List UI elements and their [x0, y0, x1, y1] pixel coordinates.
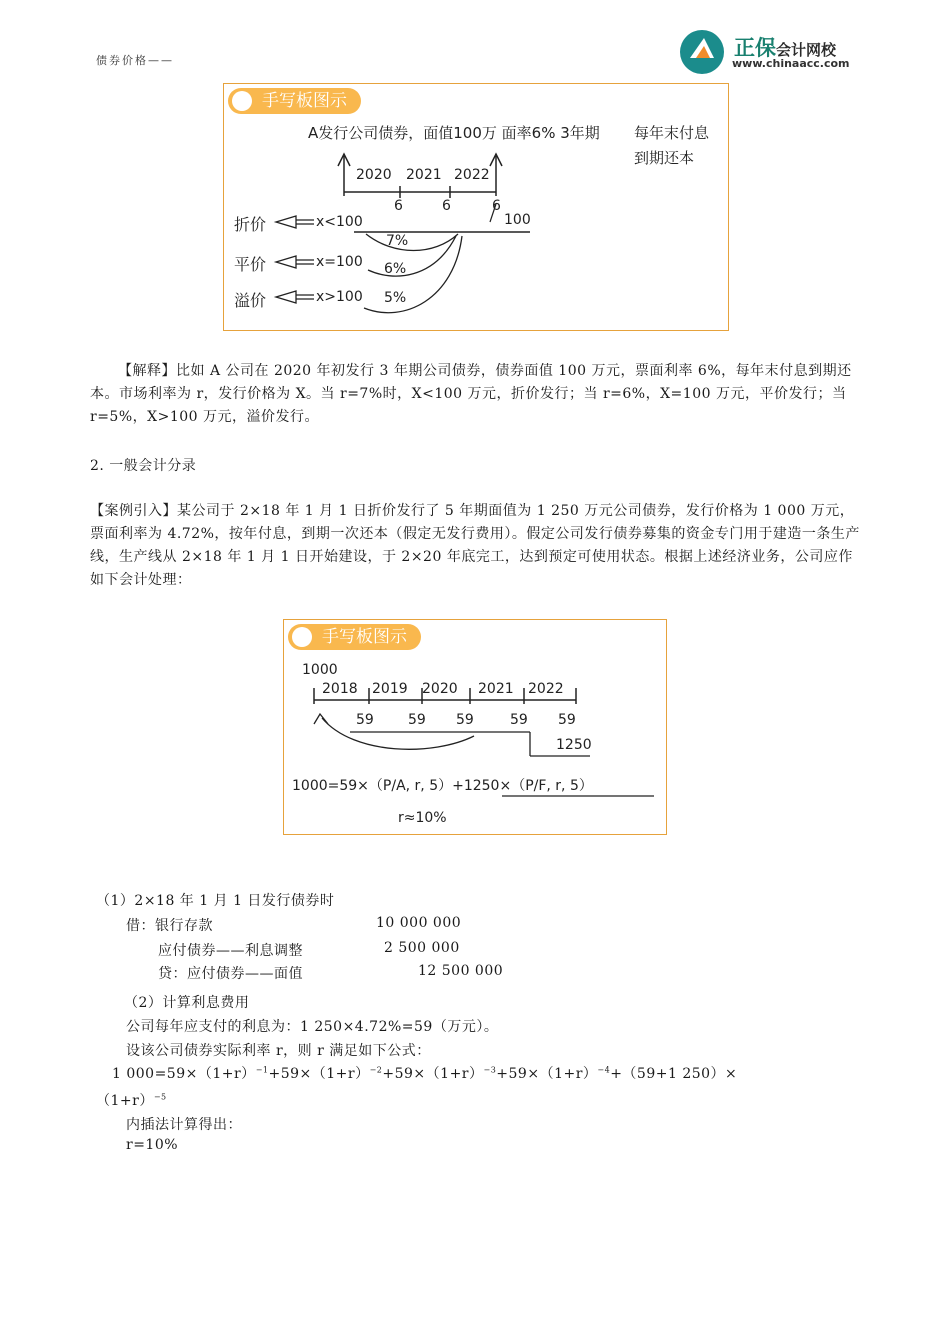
section-heading: 2. 一般会计分录 — [90, 458, 197, 474]
row-cond-premium: x>100 — [316, 289, 363, 305]
row-rate-discount: 7% — [386, 233, 409, 249]
eq-part: （1+r） — [96, 1093, 154, 1109]
eq-exp: −3 — [483, 1065, 497, 1075]
panel-tag-label: 手写板图示 — [262, 91, 347, 111]
step2-title: （2）计算利息费用 — [124, 995, 250, 1011]
year-label: 2020 — [356, 167, 392, 183]
whiteboard-panel-1 — [223, 83, 729, 331]
eq-part: +59×（1+r） — [496, 1066, 598, 1082]
eq-exp: −1 — [255, 1065, 269, 1075]
coupon-label: 6 — [394, 198, 403, 214]
eq-exp: −4 — [597, 1065, 611, 1075]
panel1-title: A发行公司债券，面值100万 面率6% 3年期 — [308, 124, 600, 142]
logo-emblem-icon — [678, 28, 726, 76]
explanation-paragraph: 【解释】比如 A 公司在 2020 年初发行 3 年期公司债券，债券面值 100 万元，票面利率 6%，每年末付息到期还本。市场利率为 r，发行价格为 X。当 r=7%时，X<100 万元，折价发行；当 r=6%，X=100 万元，平价发行；当 r=5%，X>100 万元，溢价发行。 — [90, 363, 852, 425]
debit-adjust: 应付债券——利息调整 — [158, 943, 303, 959]
logo — [678, 28, 868, 78]
coupon-label: 59 — [456, 712, 474, 728]
row-rate-premium: 5% — [384, 290, 407, 306]
year-label: 2018 — [322, 681, 358, 697]
year-label: 2020 — [422, 681, 458, 697]
row-rate-par: 6% — [384, 261, 407, 277]
eq-part: +59×（1+r） — [382, 1066, 484, 1082]
case-paragraph: 【案例引入】某公司于 2×18 年 1 月 1 日折价发行了 5 年期面值为 1 250 万元公司债券，发行价格为 1 000 万元，票面利率为 4.72%，按年付息，到期一次还本（假定无发行费用）。假定公司发行债券募集的资金专门用于建造一条生产线，生产线从 2×18 年 1 月 1 日开始建设，于 2×20 年底完工，达到预定可使用状态。根据上述经济业务，公司应作如下会计处理： — [90, 503, 860, 588]
header-fragment: 债券价格—— — [96, 54, 174, 67]
rate-result: r≈10% — [398, 810, 447, 826]
debit-bank-amount: 10 000 000 — [376, 915, 462, 931]
logo-sub-text: 会计网校 — [776, 41, 837, 59]
step1-title: （1）2×18 年 1 月 1 日发行债券时 — [96, 893, 335, 909]
logo-url: www.chinaacc.com — [732, 57, 850, 70]
eq-exp: −5 — [153, 1092, 167, 1102]
panel1-timeline — [224, 84, 728, 330]
eq-part: 1 000=59×（1+r） — [112, 1066, 256, 1082]
row-cond-discount: x<100 — [316, 214, 363, 230]
coupon-label: 6 — [492, 198, 501, 214]
panel1-note1: 每年末付息 — [634, 124, 710, 142]
eq-part: +（59+1 250）× — [610, 1066, 738, 1082]
whiteboard-panel-2 — [283, 619, 667, 835]
coupon-label: 59 — [510, 712, 528, 728]
face-value-label: 1250 — [556, 737, 592, 753]
logo-main-text: 正保 — [734, 36, 776, 60]
debit-bank: 借：银行存款 — [126, 918, 213, 934]
final-result: r=10% — [126, 1137, 179, 1153]
eq-exp: −2 — [369, 1065, 383, 1075]
year-label: 2022 — [454, 167, 490, 183]
row-label-par: 平价 — [234, 255, 267, 274]
year-label: 2019 — [372, 681, 408, 697]
row-cond-par: x=100 — [316, 254, 363, 270]
eq-part: +59×（1+r） — [268, 1066, 370, 1082]
panel2-timeline — [284, 620, 666, 834]
row-label-discount: 折价 — [234, 215, 267, 234]
coupon-label: 59 — [558, 712, 576, 728]
panel1-note2: 到期还本 — [634, 149, 695, 167]
pv-formula: 1000=59×（P/A, r, 5）+1250×（P/F, r, 5） — [292, 778, 593, 794]
year-label: 2022 — [528, 681, 564, 697]
coupon-label: 6 — [442, 198, 451, 214]
coupon-label: 59 — [356, 712, 374, 728]
year-label: 2021 — [406, 167, 442, 183]
equation-line — [112, 1063, 737, 1083]
interp-line: 内插法计算得出： — [126, 1117, 242, 1133]
credit-face-amount: 12 500 000 — [418, 963, 504, 979]
interest-line: 公司每年应支付的利息为：1 250×4.72%=59（万元）。 — [126, 1019, 499, 1035]
equation-line-2 — [96, 1090, 167, 1110]
debit-adjust-amount: 2 500 000 — [384, 940, 460, 956]
year-label: 2021 — [478, 681, 514, 697]
assume-line: 设该公司债券实际利率 r，则 r 满足如下公式： — [126, 1043, 431, 1059]
row-label-premium: 溢价 — [234, 291, 267, 310]
face-value-label: 100 — [504, 212, 531, 228]
start-value: 1000 — [302, 662, 338, 678]
coupon-label: 59 — [408, 712, 426, 728]
panel-tag-label: 手写板图示 — [322, 627, 407, 647]
credit-face: 贷：应付债券——面值 — [158, 966, 303, 982]
